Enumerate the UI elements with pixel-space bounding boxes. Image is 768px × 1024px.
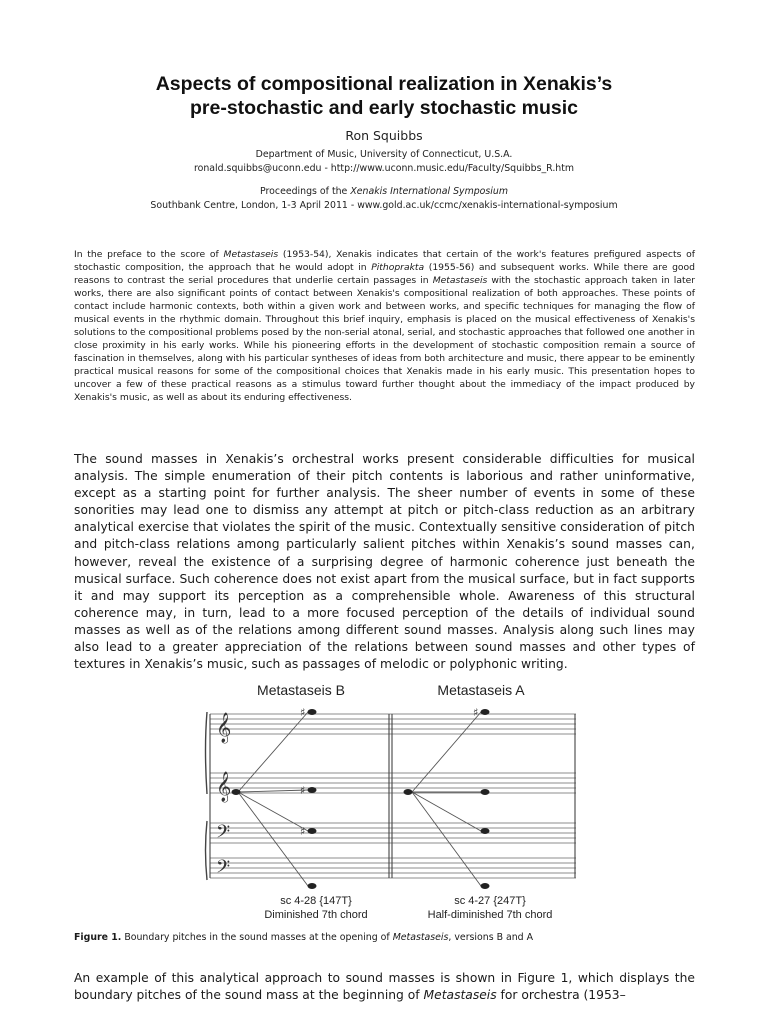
abstract-text: (1953-54), Xenakis indicates that certain of the work's features prefigured aspects of stochastic composition, the approach that he would adopt in bbox=[74, 249, 696, 273]
author-name: Ron Squibbs bbox=[345, 128, 423, 143]
figure-label-a: Metastaseis A bbox=[437, 682, 525, 698]
affiliation-contact: ronald.squibbs@uconn.edu - http://www.uconn.music.edu/Faculty/Squibbs_R.htm bbox=[193, 163, 575, 174]
caption-text: Boundary pitches in the sound masses at the opening of bbox=[121, 932, 393, 943]
figure-set-class-a: sc 4-27 {247T} bbox=[454, 895, 526, 907]
treble-clef-icon: 𝄞 bbox=[216, 772, 232, 802]
bass-clef-icon: 𝄢 bbox=[216, 857, 231, 882]
title-line-1: Aspects of compositional realization in Xenakis’s bbox=[155, 73, 613, 95]
abstract-text: (1955-56) and subsequent works. While there are good reasons to contrast the serial procedures that underlie certain passages in bbox=[74, 262, 695, 286]
proceedings-name: Xenakis International Symposium bbox=[350, 186, 508, 197]
svg-text:♯: ♯ bbox=[300, 706, 306, 719]
abstract bbox=[74, 248, 695, 404]
figure-chord-a: Half-diminished 7th chord bbox=[427, 909, 553, 921]
svg-text:♯: ♯ bbox=[473, 706, 479, 719]
svg-text:♯: ♯ bbox=[300, 784, 306, 797]
proceedings-line bbox=[0, 185, 768, 199]
figure-label-b: Metastaseis B bbox=[257, 682, 345, 698]
proceedings-prefix: Proceedings of the bbox=[260, 186, 351, 197]
paper-title bbox=[0, 72, 768, 120]
title-line-2: pre-stochastic and early stochastic music bbox=[190, 97, 578, 119]
figure-1 bbox=[196, 678, 576, 928]
abstract-work-title: Metastaseis bbox=[223, 249, 279, 260]
abstract-work-title: Pithoprakta bbox=[371, 262, 425, 273]
treble-clef-icon: 𝄞 bbox=[216, 713, 232, 743]
affiliation bbox=[0, 148, 768, 176]
caption-number: Figure 1. bbox=[74, 932, 122, 943]
body-paragraph-2 bbox=[74, 970, 695, 1004]
affiliation-dept: Department of Music, University of Connecticut, U.S.A. bbox=[255, 149, 513, 160]
body-text: An example of this analytical approach to sound masses is shown in Figure 1, which displays the boundary pitches of the sound mass at the beginning of bbox=[74, 971, 695, 1003]
caption-work-title: Metastaseis bbox=[392, 932, 449, 943]
body-text: for orchestra (1953– bbox=[496, 988, 626, 1003]
figure-chord-b: Diminished 7th chord bbox=[264, 909, 368, 921]
abstract-work-title: Metastaseis bbox=[432, 275, 488, 286]
proceedings-venue: Southbank Centre, London, 1-3 April 2011 - www.gold.ac.uk/ccmc/xenakis-international-symposium bbox=[150, 200, 618, 211]
body-paragraph-1: The sound masses in Xenakis’s orchestral works present considerable difficulties for musical analysis. The simple enumeration of their pitch contents is laborious and rather uninformative, except as a starting point for further analysis. The sheer number of events in some of these sonorities may lead one to dismiss any attempt at pitch or pitch-class reduction as an arbitrary analytical exercise that violates the spirit of the music. Contextually sensitive consideration of pitch and pitch-class relations among particularly salient pitches within Xenakis’s sound masses can, however, reveal the existence of a surprising degree of harmonic coherence just beneath the musical surface. Such coherence does not exist apart from the musical surface, but in fact supports it and may support its perception as a comprehensible whole. Awareness of this structural coherence may, in turn, lead to a more focused perception of the details of individual sound masses as well as of the relations among different sound masses. Analysis along such lines may also lead to a greater appreciation of the relations between sound masses and other types of textures in Xenakis’s music, such as passages of melodic or polyphonic writing. bbox=[74, 452, 695, 672]
proceedings-info bbox=[0, 185, 768, 213]
figure-caption bbox=[74, 932, 695, 943]
figure-score-graphic bbox=[196, 678, 576, 928]
abstract-text: In the preface to the score of bbox=[74, 249, 224, 260]
bass-clef-icon: 𝄢 bbox=[216, 822, 231, 847]
caption-text: , versions B and A bbox=[448, 932, 534, 943]
svg-text:♯: ♯ bbox=[300, 825, 306, 838]
figure-set-class-b: sc 4-28 {147T} bbox=[280, 895, 352, 907]
body-work-title: Metastaseis bbox=[423, 988, 497, 1003]
abstract-text: with the stochastic approach taken in later works, there are also significant points of contact between Xenakis's compositional realization of both approaches. These points of contact include harmonic contexts, both within a given work and between works, and specific techniques for managing the flow of musical events in the rhythmic domain. Throughout this brief inquiry, emphasis is placed on the musical effectiveness of Xenakis's solutions to the compositional problems posed by the non-serial atonal, serial, and stochastic approaches that followed one another in close proximity in his early works. While his pioneering efforts in the development of stochastic composition remain a source of fascination in themselves, along with his particular syntheses of ideas from both architecture and music, there appear to be eminently practical musical reasons for some of the compositional choices that Xenakis made in his early music. This presentation hopes to uncover a few of these practical reasons as a stimulus toward further thought about the immediacy of the impact produced by Xenakis's music, as well as about its enduring effectiveness. bbox=[74, 275, 695, 403]
